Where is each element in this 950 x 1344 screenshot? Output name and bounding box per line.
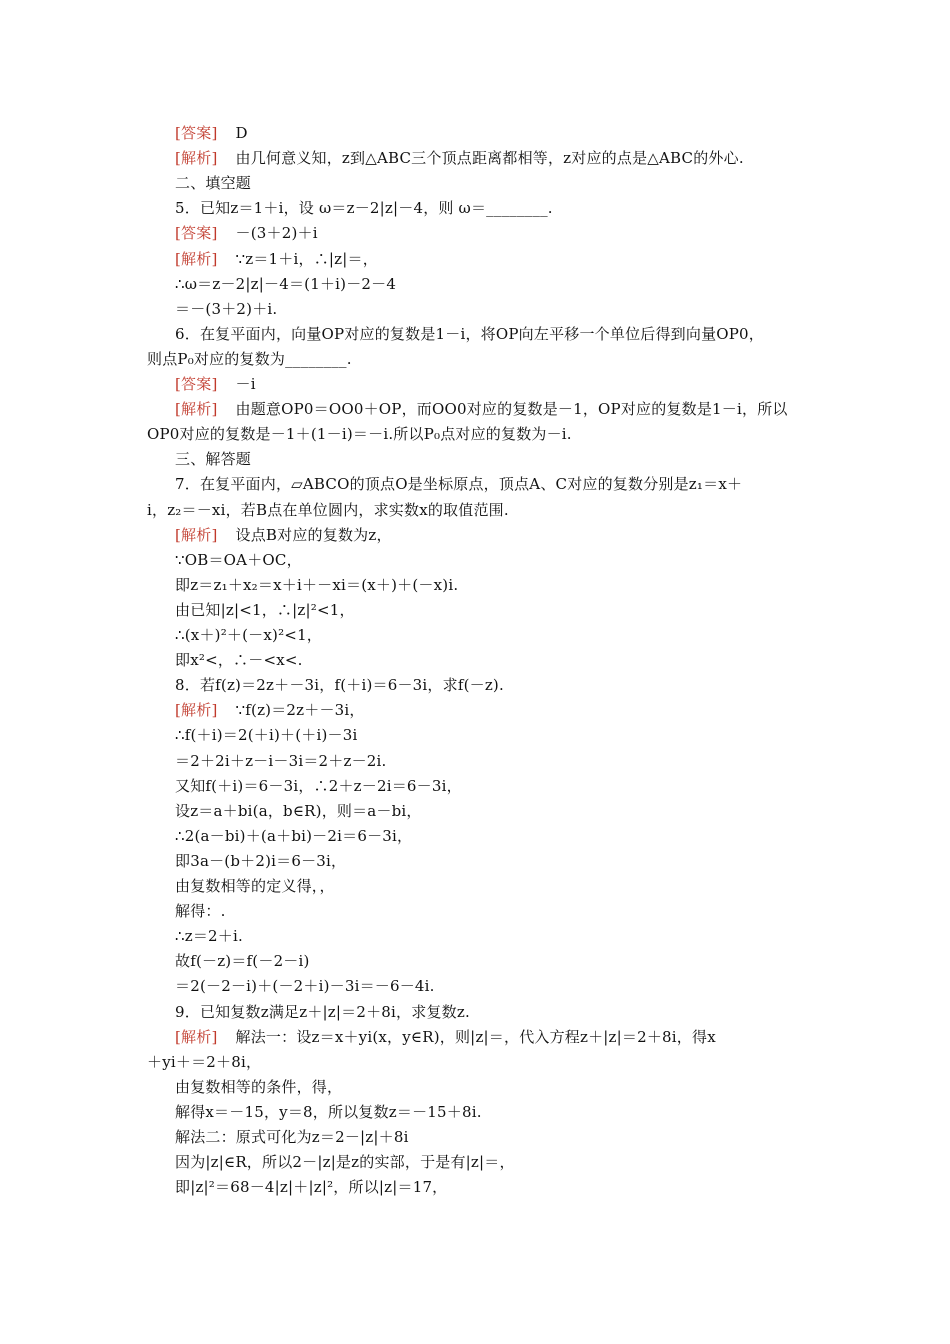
line-text: 由题意OP0＝OO0＋OP，而OO0对应的复数是－1，OP对应的复数是1－i，所以 [235, 400, 788, 418]
text-line [175, 473, 742, 495]
analysis-label: [解析] [175, 250, 218, 268]
text-line [175, 724, 358, 746]
analysis-label: [解析] [175, 400, 218, 418]
analysis-label: [解析] [175, 1028, 218, 1046]
text-line [175, 800, 422, 822]
line-text: 即z＝z₁＋x₂＝x＋i＋－xi＝(x＋)＋(－x)i. [175, 576, 459, 594]
text-line [175, 1101, 482, 1123]
answer-label: [答案] [175, 224, 218, 242]
line-text: －i [235, 375, 256, 393]
line-text: 由复数相等的定义得，， [175, 877, 335, 895]
line-text: 8．若f(z)＝2z＋－3i，f(＋i)＝6－3i，求f(－z). [175, 676, 504, 694]
text-line [175, 248, 378, 270]
line-text: OP0对应的复数是－1＋(1－i)＝－i.所以P₀点对应的复数为－i. [147, 425, 572, 443]
line-text: 则点P₀对应的复数为________. [147, 350, 352, 368]
line-text: ＝2＋2i＋z－i－3i＝2＋z－2i. [175, 752, 387, 770]
text-line [175, 298, 277, 320]
line-text: ∵z＝1＋i，∴|z|＝， [235, 250, 378, 268]
text-line [175, 574, 458, 596]
text-line [175, 549, 302, 571]
text-line [175, 323, 764, 345]
text-line [175, 448, 251, 470]
line-text: ∴2(a－bi)＋(a＋bi)－2i＝6－3i， [175, 827, 413, 845]
line-text: ∵OB＝OA＋OC， [175, 551, 302, 569]
analysis-label: [解析] [175, 149, 218, 167]
line-text: D [235, 124, 248, 142]
text-line [175, 1176, 447, 1198]
line-text: ∴z＝2＋i. [175, 927, 243, 945]
line-text: ＝－(3＋2)＋i. [175, 300, 278, 318]
analysis-label: [解析] [175, 526, 218, 544]
text-line [175, 900, 226, 922]
line-text: 7．在复平面内，▱ABCO的顶点O是坐标原点，顶点A、C对应的复数分别是z₁＝x＋ [175, 475, 743, 493]
line-text: 设z＝a＋bi(a，b∈R)，则＝a－bi， [175, 802, 422, 820]
text-line [175, 624, 322, 646]
text-line [175, 775, 462, 797]
line-text: ∵f(z)＝2z＋－3i， [235, 701, 365, 719]
text-line [175, 875, 335, 897]
text-line [175, 975, 435, 997]
answer-label: [答案] [175, 124, 218, 142]
line-text: ∴(x＋)²＋(－x)²<1， [175, 626, 323, 644]
text-line [175, 649, 303, 671]
analysis-label: [解析] [175, 701, 218, 719]
line-text: 由几何意义知，z到△ABC三个顶点距离都相等，z对应的点是△ABC的外心. [235, 149, 744, 167]
text-line [175, 197, 553, 219]
text-line [175, 398, 788, 420]
line-text: 解得：. [175, 902, 226, 920]
line-text: 二、填空题 [175, 174, 252, 192]
line-text: 6．在复平面内，向量OP对应的复数是1－i，将OP向左平移一个单位后得到向量OP0， [175, 325, 765, 343]
text-line [175, 122, 248, 144]
text-line [175, 950, 310, 972]
line-text: 9．已知复数z满足z＋|z|＝2＋8i，求复数z. [175, 1003, 470, 1021]
text-line [175, 699, 365, 721]
line-text: 5．已知z＝1＋i，设 ω＝z－2|z|－4，则 ω＝________. [175, 199, 553, 217]
line-text: 解法二：原式可化为z＝2－|z|＋8i [175, 1128, 409, 1146]
line-text: 因为|z|∈R，所以2－|z|是z的实部，于是有|z|＝， [175, 1153, 515, 1171]
text-line [175, 750, 386, 772]
text-line [175, 850, 346, 872]
text-line [175, 825, 412, 847]
line-text: 解得x＝－15，y＝8，所以复数z＝－15＋8i. [175, 1103, 482, 1121]
line-text: ∴f(＋i)＝2(＋i)＋(＋i)－3i [175, 726, 358, 744]
text-line [147, 1051, 261, 1073]
text-line [147, 499, 509, 521]
text-line [175, 147, 744, 169]
line-text: 即|z|²＝68－4|z|＋|z|²，所以|z|＝17， [175, 1178, 448, 1196]
text-line [175, 674, 504, 696]
line-text: i，z₂＝－xi，若B点在单位圆内，求实数x的取值范围. [147, 501, 509, 519]
text-line [175, 172, 251, 194]
line-text: 故f(－z)＝f(－2－i) [175, 952, 310, 970]
line-text: 由复数相等的条件，得， [175, 1078, 343, 1096]
text-line [175, 222, 318, 244]
line-text: 设点B对应的复数为z， [235, 526, 392, 544]
line-text: 又知f(＋i)＝6－3i，∴2＋z－2i＝6－3i， [175, 777, 462, 795]
line-text: ∴ω＝z－2|z|－4＝(1＋i)－2－4 [175, 275, 397, 293]
line-text: ＋yi＋＝2＋8i， [147, 1053, 262, 1071]
line-text: ＝2(－2－i)＋(－2＋i)－3i＝－6－4i. [175, 977, 435, 995]
line-text: 即x²<，∴－<x<. [175, 651, 303, 669]
text-line [175, 1026, 716, 1048]
answer-label: [答案] [175, 375, 218, 393]
line-text: 三、解答题 [175, 450, 252, 468]
line-text: －(3＋2)＋i [235, 224, 318, 242]
text-line [175, 373, 256, 395]
text-line [175, 524, 392, 546]
line-text: 由已知|z|<1，∴|z|²<1， [175, 601, 355, 619]
line-text: 即3a－(b＋2)i＝6－3i， [175, 852, 347, 870]
text-line [147, 423, 572, 445]
text-line [175, 1001, 470, 1023]
text-line [175, 1076, 342, 1098]
text-line [175, 599, 355, 621]
text-line [175, 273, 396, 295]
text-line [175, 1151, 515, 1173]
line-text: 解法一：设z＝x＋yi(x，y∈R)，则|z|＝，代入方程z＋|z|＝2＋8i，得x [235, 1028, 716, 1046]
text-line [175, 925, 243, 947]
text-line [147, 348, 352, 370]
text-line [175, 1126, 409, 1148]
